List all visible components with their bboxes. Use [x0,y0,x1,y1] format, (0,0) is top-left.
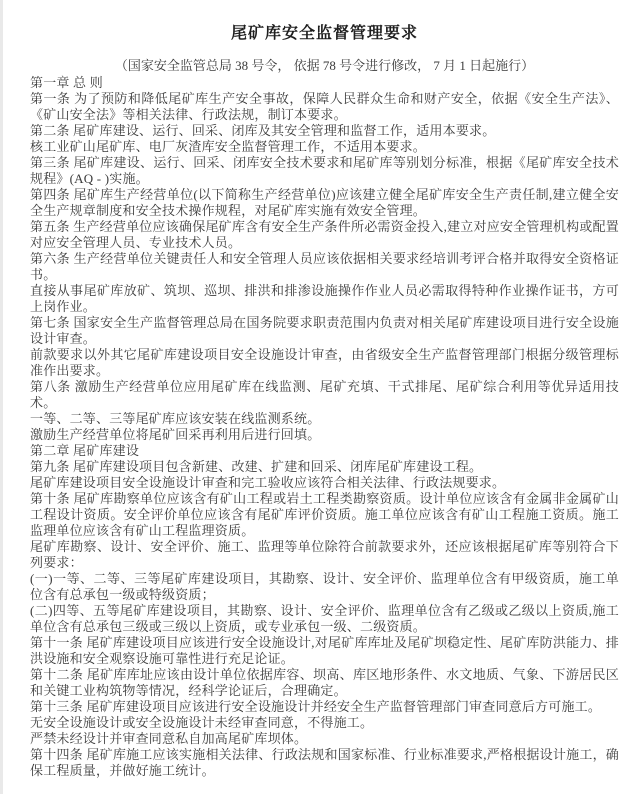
paragraph: 严禁未经设计并审查同意私自加高尾矿库坝体。 [30,731,308,746]
paragraph: 第十三条 尾矿库建设项目应该进行安全设施设计并经安全生产监督管理部门审查同意后方可施工。 [30,699,602,714]
paragraph: 核工业矿山尾矿库、电厂灰渣库安全监督管理工作，不适用本要求。 [30,139,427,154]
paragraph: 激励生产经营单位将尾矿回采再利用后进行回填。 [30,427,321,442]
paragraph: 第三条 尾矿库建设、运行、回采、闭库安全技术要求和尾矿库等别划分标准，根据《尾矿库安全技术规程》(AQ - )实施。 [30,155,619,186]
paragraph: 第一条 为了预防和降低尾矿库生产安全事故，保障人民群众生命和财产安全，依据《安全生产法》、《矿山安全法》等相关法律、行政法规，制订本要求。 [30,91,619,122]
paragraph: 直接从事尾矿库放矿、筑坝、巡坝、排洪和排渗设施操作作业人员必需取得特种作业操作证书，方可上岗作业。 [30,283,619,314]
paragraph: 第十一条 尾矿库建设项目应该进行安全设施设计,对尾矿库库址及尾矿坝稳定性、尾矿库防洪能力、排洪设施和安全观察设施可靠性进行充足论证。 [30,635,619,666]
paragraph: (一)一等、二等、三等尾矿库建设项目，其勘察、设计、安全评价、监理单位含有甲级资质，施工单位含有总承包一级或特级资质； [30,571,619,602]
paragraph: 尾矿库建设项目安全设施设计审查和完工验收应该符合相关法律、行政法规要求。 [30,475,506,490]
paragraph: 尾矿库勘察、设计、安全评价、施工、监理等单位除符合前款要求外，还应该根据尾矿库等别符合下列要求： [30,539,619,570]
paragraph: (二)四等、五等尾矿库建设项目，其勘察、设计、安全评价、监理单位含有乙级或乙级以上资质,施工单位含有总承包三级或三级以上资质，或专业承包一级、二级资质。 [30,603,619,634]
paragraph: 第八条 激励生产经营单位应用尾矿库在线监测、尾矿充填、干式排尾、尾矿综合利用等优异适用技术。 [30,379,619,410]
paragraph: 前款要求以外其它尾矿库建设项目安全设施设计审查，由省级安全生产监督管理部门根据分级管理标准作出要求。 [30,347,619,378]
chapter-heading: 第一章 总 则 [30,75,103,90]
paragraph: 第七条 国家安全生产监督管理总局在国务院要求职责范围内负责对相关尾矿库建设项目进行安全设施设计审查。 [30,315,619,346]
paragraph: 一等、二等、三等尾矿库应该安装在线监测系统。 [30,411,321,426]
paragraph: 第十二条 尾矿库库址应该由设计单位依据库容、坝高、库区地形条件、水文地质、气象、下游居民区和关键工业构筑物等情况，经科学论证后，合理确定。 [30,667,619,698]
paragraph: 第四条 尾矿库生产经营单位(以下简称生产经营单位)应该建立健全尾矿库安全生产责任制,建立健全安全生产规章制度和安全技术操作规程，对尾矿库实施有效安全管理。 [30,187,619,218]
page-scan-edge [0,0,3,794]
paragraph: 第五条 生产经营单位应该确保尾矿库含有安全生产条件所必需资金投入,建立对应安全管理机构或配置对应安全管理人员、专业技术人员。 [30,219,619,250]
paragraph: 无安全设施设计或安全设施设计未经审查同意，不得施工。 [30,715,374,730]
paragraph: 第六条 生产经营单位关键责任人和安全管理人员应该依据相关要求经培训考评合格并取得安全资格证书。 [30,251,619,282]
paragraph: 第九条 尾矿库建设项目包含新建、改建、扩建和回采、闭库尾矿库建设工程。 [30,459,483,474]
paragraph: 第二条 尾矿库建设、运行、回采、闭库及其安全管理和监督工作，适用本要求。 [30,123,496,138]
paragraph: 第十条 尾矿库勘察单位应该含有矿山工程或岩土工程类勘察资质。设计单位应该含有金属非金属矿山工程设计资质。安全评价单位应该含有尾矿库评价资质。施工单位应该含有矿山工程施工资质。施工监理单位应该含有矿山工程监理资质。 [30,491,619,538]
document-subtitle: （国家安全监管总局 38 号令， 依据 78 号令进行修改， 7 月 1 日起施行） [114,58,535,73]
document-title: 尾矿库安全监督管理要求 [230,25,418,42]
chapter-heading: 第二章 尾矿库建设 [30,443,140,458]
paragraph: 第十四条 尾矿库施工应该实施相关法律、行政法规和国家标准、行业标准要求,严格根据设计施工，确保工程质量，并做好施工统计。 [30,747,619,778]
